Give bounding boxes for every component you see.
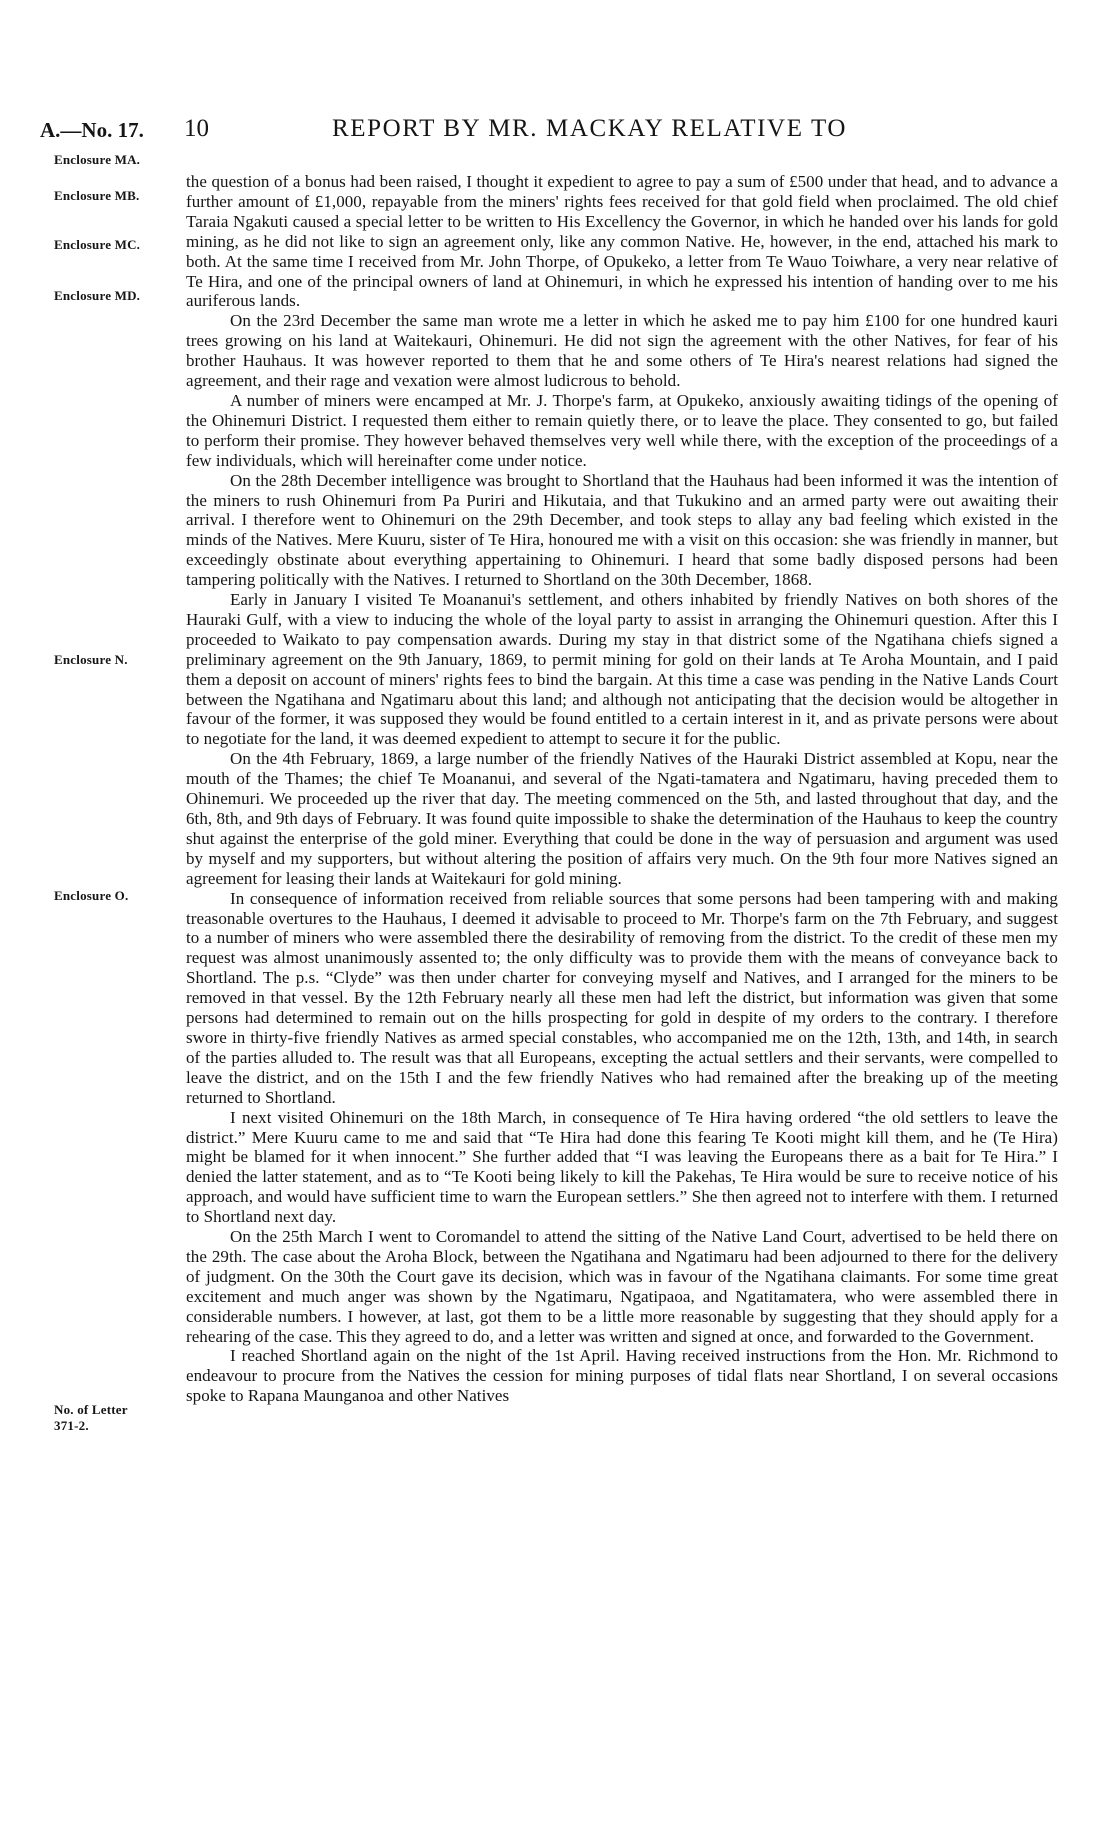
margin-note-enclosure-o: Enclosure O.	[54, 888, 129, 903]
report-body	[186, 172, 1058, 1406]
paragraph: In consequence of information received from reliable sources that some persons had been tampering with and making treasonable overtures to the Hauhaus, I deemed it advisable to proceed to Mr. Thorpe's farm on the 7th February, and suggest to a number of miners who were assembled there the desirability of removing from the district. To the credit of these men my request was almost unanimously assented to; the only difficulty was to provide them with the means of conveyance back to Shortland. The p.s. “Clyde” was then under charter for conveying myself and Natives, and I arranged for the miners to be removed in that vessel. By the 12th February nearly all these men had left the district, but information was given that some persons had determined to remain out on the hills prospecting for gold in despite of my orders to the contrary. I therefore swore in thirty-five friendly Natives as armed special constables, who accompanied me on the 12th, 13th, and 14th, in search of the parties alluded to. The result was that all Europeans, excepting the actual settlers and their servants, were compelled to leave the district, and on the 15th I and the few friendly Natives who had remained after the breaking up of the meeting returned to Shortland.	[186, 888, 1058, 1107]
paragraph: On the 4th February, 1869, a large number of the friendly Natives of the Hauraki District assembled at Kopu, near the mouth of the Thames; the chief Te Moananui, and several of the Ngati-tamatera and Ngatimaru, having preceded them to Ohinemuri. We proceeded up the river that day. The meeting commenced on the 5th, and lasted throughout that day, and the 6th, 8th, and 9th days of February. It was found quite impossible to shake the determination of the Hauhaus to keep the country shut against the enterprise of the gold miner. Everything that could be done in the way of persuasion and argument was used by myself and my supporters, but without altering the position of affairs very much. On the 9th four more Natives signed an agreement for leasing their lands at Waitekauri for gold mining.	[186, 749, 1058, 888]
paragraph: On the 28th December intelligence was brought to Shortland that the Hauhaus had been informed it was the intention of the miners to rush Ohinemuri from Pa Puriri and Hikutaia, and that Tukukino and an armed party were out awaiting their arrival. I therefore went to Ohinemuri on the 29th December, and took steps to allay any bad feeling which existed in the minds of the Natives. Mere Kuuru, sister of Te Hira, honoured me with a visit on this occasion: she was friendly in manner, but exceedingly obstinate about everything appertaining to Ohinemuri. I heard that some badly disposed persons had been tampering politically with the Natives. I returned to Shortland on the 30th December, 1868.	[186, 470, 1058, 590]
paragraph: On the 25th March I went to Coromandel to attend the sitting of the Native Land Court, advertised to be held there on the 29th. The case about the Aroha Block, between the Ngatihana and Ngatimaru had been adjourned to there for the delivery of judgment. On the 30th the Court gave its decision, which was in favour of the Ngatihana claimants. For some time great excitement and much anger was shown by the Ngatimaru, Ngatipaoa, and Ngatitamatera, who were assembled there in considerable numbers. I however, at last, got them to be a little more reasonable by suggesting that they should apply for a rehearing of the case. This they agreed to do, and a letter was written and signed at once, and forwarded to the Government.	[186, 1227, 1058, 1346]
document-reference: A.—No. 17.	[40, 118, 144, 142]
margin-note-enclosure-mc: Enclosure MC.	[54, 237, 141, 252]
paragraph: I reached Shortland again on the night of the 1st April. Having received instructions from the Hon. Mr. Richmond to endeavour to procure from the Natives the cession for mining purposes of tidal flats near Shortland, I on several occasions spoke to Rapana Maunganoa and other Natives	[186, 1346, 1058, 1406]
margin-note-letter-number-label: No. of Letter	[54, 1402, 128, 1417]
paragraph: the question of a bonus had been raised, I thought it expedient to agree to pay a sum of £500 under that head, and to advance a further amount of £1,000, repayable from the miners' rights fees received for that gold field when proclaimed. The old chief Taraia Ngakuti caused a special letter to be written to His Excellency the Governor, in which he handed over his lands for gold mining, as he did not like to sign an agreement only, like any common Native. He, however, in the end, attached his mark to both. At the same time I received from Mr. John Thorpe, of Opukeko, a letter from Te Wauo Toiwhare, a very near relative of Te Hira, and one of the principal owners of land at Ohinemuri, in which he expressed his intention of handing over to me his auriferous lands.	[186, 172, 1058, 311]
paragraph: Early in January I visited Te Moananui's settlement, and others inhabited by friendly Natives on both shores of the Hauraki Gulf, with a view to inducing the whole of the loyal party to assist in arranging the Ohinemuri question. After this I proceeded to Waikato to pay compensation awards. During my stay in that district some of the Ngatihana chiefs signed a preliminary agreement on the 9th January, 1869, to permit mining for gold on their lands at Te Aroha Mountain, and I paid them a deposit on account of miners' rights fees to bind the bargain. At this time a case was pending in the Native Lands Court between the Ngatihana and Ngatimaru about this land; and although not anticipating that the decision would be altogether in favour of the former, it was supposed they would be found entitled to a certain interest in it, and as private persons were about to negotiate for the land, it was deemed expedient to attempt to secure it for the public.	[186, 590, 1058, 749]
margin-note-enclosure-ma: Enclosure MA.	[54, 152, 141, 167]
margin-note-enclosure-md: Enclosure MD.	[54, 288, 141, 303]
margin-note-letter-number: 371-2.	[54, 1418, 89, 1433]
paragraph: A number of miners were encamped at Mr. J. Thorpe's farm, at Opukeko, anxiously awaiting tidings of the opening of the Ohinemuri District. I requested them either to remain quietly there, or to leave the place. They consented to go, but failed to perform their promise. They however behaved themselves very well while there, with the exception of the proceedings of a few individuals, which will hereinafter come under notice.	[186, 390, 1058, 470]
margin-note-enclosure-n: Enclosure N.	[54, 652, 128, 667]
page-title: REPORT BY MR. MACKAY RELATIVE TO	[332, 115, 848, 142]
margin-note-enclosure-mb: Enclosure MB.	[54, 188, 140, 203]
paragraph: On the 23rd December the same man wrote me a letter in which he asked me to pay him £100 for one hundred kauri trees growing on his land at Waitekauri, Ohinemuri. He did not sign the agreement with the other Natives, for fear of his brother Hauhaus. It was however reported to them that he and some others of Te Hira's nearest relations had signed the agreement, and their rage and vexation were almost ludicrous to behold.	[186, 311, 1058, 391]
paragraph: I next visited Ohinemuri on the 18th March, in consequence of Te Hira having ordered “the old settlers to leave the district.” Mere Kuuru came to me and said that “Te Hira had done this fearing Te Kooti might kill them, and he (Te Hira) might be blamed for it when innocent.” She further added that “I was leaving the Europeans there as a bait for Te Hira.” I denied the latter statement, and as to “Te Kooti being likely to kill the Pakehas, Te Hira would be sure to receive notice of his approach, and would have sufficient time to warn the European settlers.” She then agreed not to interfere with them. I returned to Shortland next day.	[186, 1107, 1058, 1227]
page-number: 10	[184, 115, 209, 142]
